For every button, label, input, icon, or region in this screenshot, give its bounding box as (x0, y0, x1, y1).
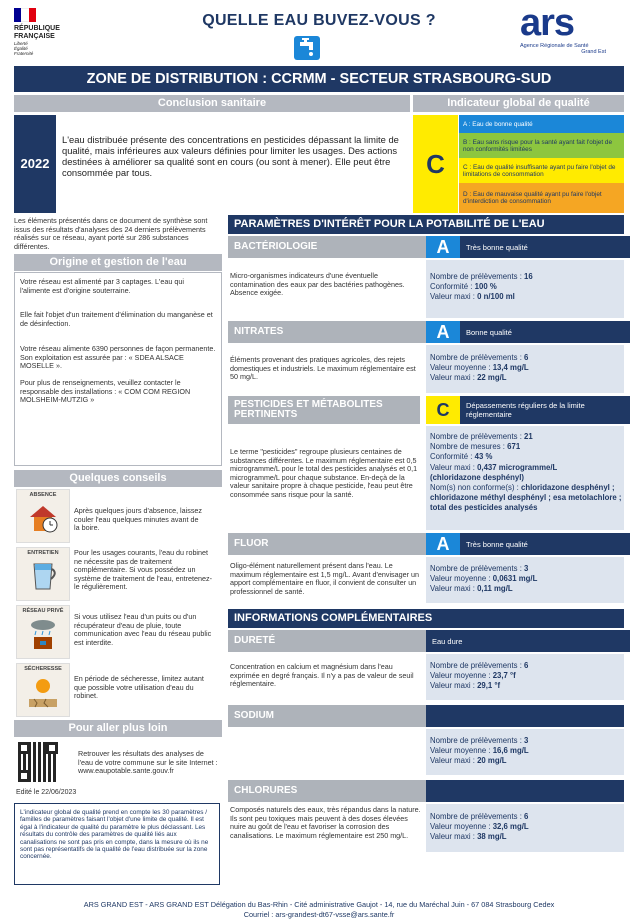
advice-heading: Quelques conseils (14, 470, 222, 487)
param-fluor-stats: Nombre de prélèvements : 3 Valeur moyenne : 0,0631 mg/L Valeur maxi : 0,11 mg/L (426, 557, 624, 603)
conclusion-text: L'eau distribuée présente des concentrations en pesticides dépassant la limite de qualité, mais inférieures aux valeurs définies pour limiter les usages. Des actions destinées à améliorer sa qualité sont en cours (ou sont à mener). Elle peut être consommée par tous. (62, 134, 399, 178)
legend-d: D : Eau de mauvaise qualité ayant pu faire l'objet d'interdiction de consommation (459, 183, 624, 213)
info-durete-name: DURETÉ (228, 630, 432, 652)
info-durete-desc: Concentration en calcium et magnésium dans l'eau exprimée en degré français. Il n'y a pas de valeur de seuil réglementaire. (230, 662, 414, 689)
further-heading: Pour aller plus loin (14, 720, 222, 737)
advice-secheresse-image (16, 663, 70, 717)
info-durete-label: Eau dure (426, 630, 630, 652)
indicator-grade: C (413, 115, 458, 213)
param-bacteriologie-grade: A (426, 236, 460, 258)
advice-entretien-text: Pour les usages courants, l'eau du robinet ne nécessite pas de traitement complémentaire. Si vous possédez un système de traitement de l'eau, entretenez-le régulièrement. (74, 548, 213, 592)
param-bacteriologie-desc: Micro-organismes indicateurs d'une éventuelle contamination des eaux par des bactéries pathogènes. Absence exigée. (230, 271, 405, 298)
rf-line1: RÉPUBLIQUE (14, 25, 60, 32)
page-title: QUELLE EAU BUVEZ-VOUS ? (202, 12, 436, 29)
param-pesticides-grade: C (426, 396, 460, 424)
origin-p1: Votre réseau est alimenté par 3 captages. L'eau qui l'alimente est d'origine souterraine. (20, 277, 184, 295)
param-nitrates-desc: Éléments provenant des pratiques agricoles, des rejets domestiques et industriels. Le maximum réglementaire est 50 mg/L. (230, 355, 416, 382)
origin-heading: Origine et gestion de l'eau (14, 254, 222, 271)
param-bacteriologie-label: Très bonne qualité (460, 236, 630, 258)
legend-a: A : Eau de bonne qualité (459, 115, 624, 133)
param-fluor-grade: A (426, 533, 460, 555)
water-filter-jug-icon (26, 559, 60, 593)
advice-reseau-text: Si vous utilisez l'eau d'un puits ou d'un récupérateur d'eau de pluie, toute communication avec l'eau du réseau public est interdite. (74, 612, 212, 647)
advice-entretien-image (16, 547, 70, 601)
intro-text: Les éléments présentés dans ce document de synthèse sont issus des résultats d'analyses des 24 derniers prélèvements réalisés sur ce réseau, ayant porté sur 286 substances différentes. (14, 216, 208, 251)
edited-date: Edité le 22/06/2023 (16, 789, 77, 796)
param-pesticides-desc: Le terme "pesticides" regroupe plusieurs centaines de substances différentes. Le maximum réglementaire est 0,5 microgramme/L pour le total des pesticides analysés et 0,1 microgramme/L pour chaque substance. En-deçà de la valeur sanitaire propre à chaque pesticide, l'eau peut être consommée sans risque pour la santé. (230, 447, 418, 499)
house-clock-icon (26, 501, 60, 535)
ars-logo (520, 4, 620, 60)
indicator-heading: Indicateur global de qualité (413, 95, 624, 112)
advice-absence-image (16, 489, 70, 543)
param-pesticides-name: PESTICIDES ET MÉTABOLITES PERTINENTS (228, 396, 420, 424)
conclusion-year: 2022 (14, 115, 56, 213)
origin-p4: Pour plus de renseignements, veuillez contacter le responsable des installations : « COM COM REGION MOLSHEIM-MUTZIG » (20, 378, 191, 405)
ars-logo-sub: Agence Régionale de Santé (520, 43, 589, 49)
info-chlorures-bar (426, 780, 624, 802)
advice-absence-text: Après quelques jours d'absence, laissez couler l'eau quelques minutes avant de la boire. (74, 506, 203, 533)
origin-p2: Elle fait l'objet d'un traitement d'élimination du manganèse et de désinfection. (20, 310, 213, 328)
advice-secheresse-text: En période de sécheresse, limitez autant que possible votre utilisation d'eau du robinet. (74, 674, 204, 701)
params-heading: PARAMÈTRES D'INTÉRÊT POUR LA POTABILITÉ DE L'EAU (228, 215, 624, 234)
origin-box (14, 272, 222, 466)
conclusion-heading: Conclusion sanitaire (14, 95, 410, 112)
methodology-note-text: L'indicateur global de qualité prend en compte les 30 paramètres / familles de paramètres faisant l'objet d'une limite de qualité. Il est égal à l'indicateur de qualité du paramètre le plus déclassant. Les résultats du contrôle des paramètres de qualité liés aux canalisations ne sont pas pris en compte, dans la mesure où ils ne sont pas représentatifs de la qualité de l'eau distribuée sur la zone concernée. (20, 809, 209, 861)
indicator-legend (459, 115, 624, 213)
legend-c: C : Eau de qualité insuffisante ayant pu faire l'objet de limitations de consommation (459, 158, 624, 183)
param-fluor-name: FLUOR (228, 533, 426, 555)
param-pesticides-stats: Nombre de prélèvements : 21 Nombre de mesures : 671 Conformité : 43 % Valeur maxi : 0,437 microgramme/L (chloridazone desphényl) Nom(s) non conforme(s) : chloridazone desphényl ; chloridazone méthyl desphényl ; esa metolachlore ; total des pesticides analysés (426, 426, 624, 530)
info-sodium-name: SODIUM (228, 705, 432, 727)
info-chlorures-name: CHLORURES (228, 780, 432, 802)
marianne-icon (14, 8, 36, 22)
ars-logo-text: ars (520, 2, 575, 44)
rf-motto3: Fraternité (14, 51, 34, 56)
zone-title: ZONE DE DISTRIBUTION : CCRMM - SECTEUR STRASBOURG-SUD (14, 66, 624, 92)
param-pesticides-label: Dépassements réguliers de la limite réglementaire (460, 396, 630, 424)
info-sodium-stats: Nombre de prélèvements : 3 Valeur moyenne : 16,6 mg/L Valeur maxi : 20 mg/L (426, 729, 624, 775)
sun-dry-ground-icon (26, 675, 60, 709)
param-nitrates-grade: A (426, 321, 460, 343)
advice-secheresse-label: SÉCHERESSE (24, 666, 62, 672)
further-text: Retrouver les résultats des analyses de l'eau de votre commune sur le site Internet : www.eaupotable.sante.gouv.fr (78, 749, 218, 776)
info-durete-stats: Nombre de prélèvements : 6 Valeur moyenne : 23,7 °f Valeur maxi : 29,1 °f (426, 654, 624, 700)
advice-reseau-image (16, 605, 70, 659)
footer-line2: Courriel : ars-grandest-dt67-vsse@ars.sante.fr (243, 910, 395, 919)
rain-well-icon (26, 617, 60, 651)
info-sodium-bar (426, 705, 624, 727)
info-heading: INFORMATIONS COMPLÉMENTAIRES (228, 609, 624, 628)
methodology-note (14, 803, 220, 885)
ars-logo-region: Grand Est (581, 49, 606, 55)
republique-francaise-logo (14, 8, 74, 60)
param-nitrates-name: NITRATES (228, 321, 426, 343)
advice-absence-label: ABSENCE (29, 492, 57, 498)
legend-b: B : Eau sans risque pour la santé ayant fait l'objet de non conformités limitées (459, 133, 624, 158)
rf-motto1: Liberté (14, 41, 28, 46)
info-chlorures-desc: Composés naturels des eaux, très répandus dans la nature. Ils sont peu toxiques mais peuvent à des doses élevées nuire au goût de l'eau et favoriser la corrosion des canalisations. Le maximum réglementaire est 250 mg/L. (230, 805, 421, 840)
param-nitrates-stats: Nombre de prélèvements : 6 Valeur moyenne : 13,4 mg/L Valeur maxi : 22 mg/L (426, 345, 624, 393)
param-bacteriologie-name: BACTÉRIOLOGIE (228, 236, 426, 258)
param-fluor-desc: Oligo-élément naturellement présent dans l'eau. Le maximum réglementaire est 1,5 mg/L. Avant d'envisager un apport complémentaire en fluor, il convient de consulter un professionnel de santé. (230, 561, 420, 596)
rf-motto2: Égalité (14, 46, 28, 51)
footer-line1: ARS GRAND EST - ARS GRAND EST Délégation du Bas-Rhin - Cité administrative Gaujot - 14, rue du Maréchal Juin - 67 084 Strasbourg Cedex (83, 900, 555, 909)
info-chlorures-stats: Nombre de prélèvements : 6 Valeur moyenne : 32,6 mg/L Valeur maxi : 38 mg/L (426, 804, 624, 852)
rf-line2: FRANÇAISE (14, 32, 55, 40)
param-nitrates-label: Bonne qualité (460, 321, 630, 343)
param-fluor-label: Très bonne qualité (460, 533, 630, 555)
advice-reseau-label: RÉSEAU PRIVÉ (22, 608, 64, 614)
qr-code[interactable] (18, 742, 58, 782)
origin-p3: Votre réseau alimente 6390 personnes de façon permanente. Son exploitation est assurée par : « SDEA ALSACE MOSELLE ». (20, 344, 216, 371)
param-bacteriologie-stats: Nombre de prélèvements : 16 Conformité : 100 % Valeur maxi : 0 n/100 ml (426, 260, 624, 318)
advice-entretien-label: ENTRETIEN (27, 550, 59, 556)
faucet-icon (294, 36, 320, 60)
